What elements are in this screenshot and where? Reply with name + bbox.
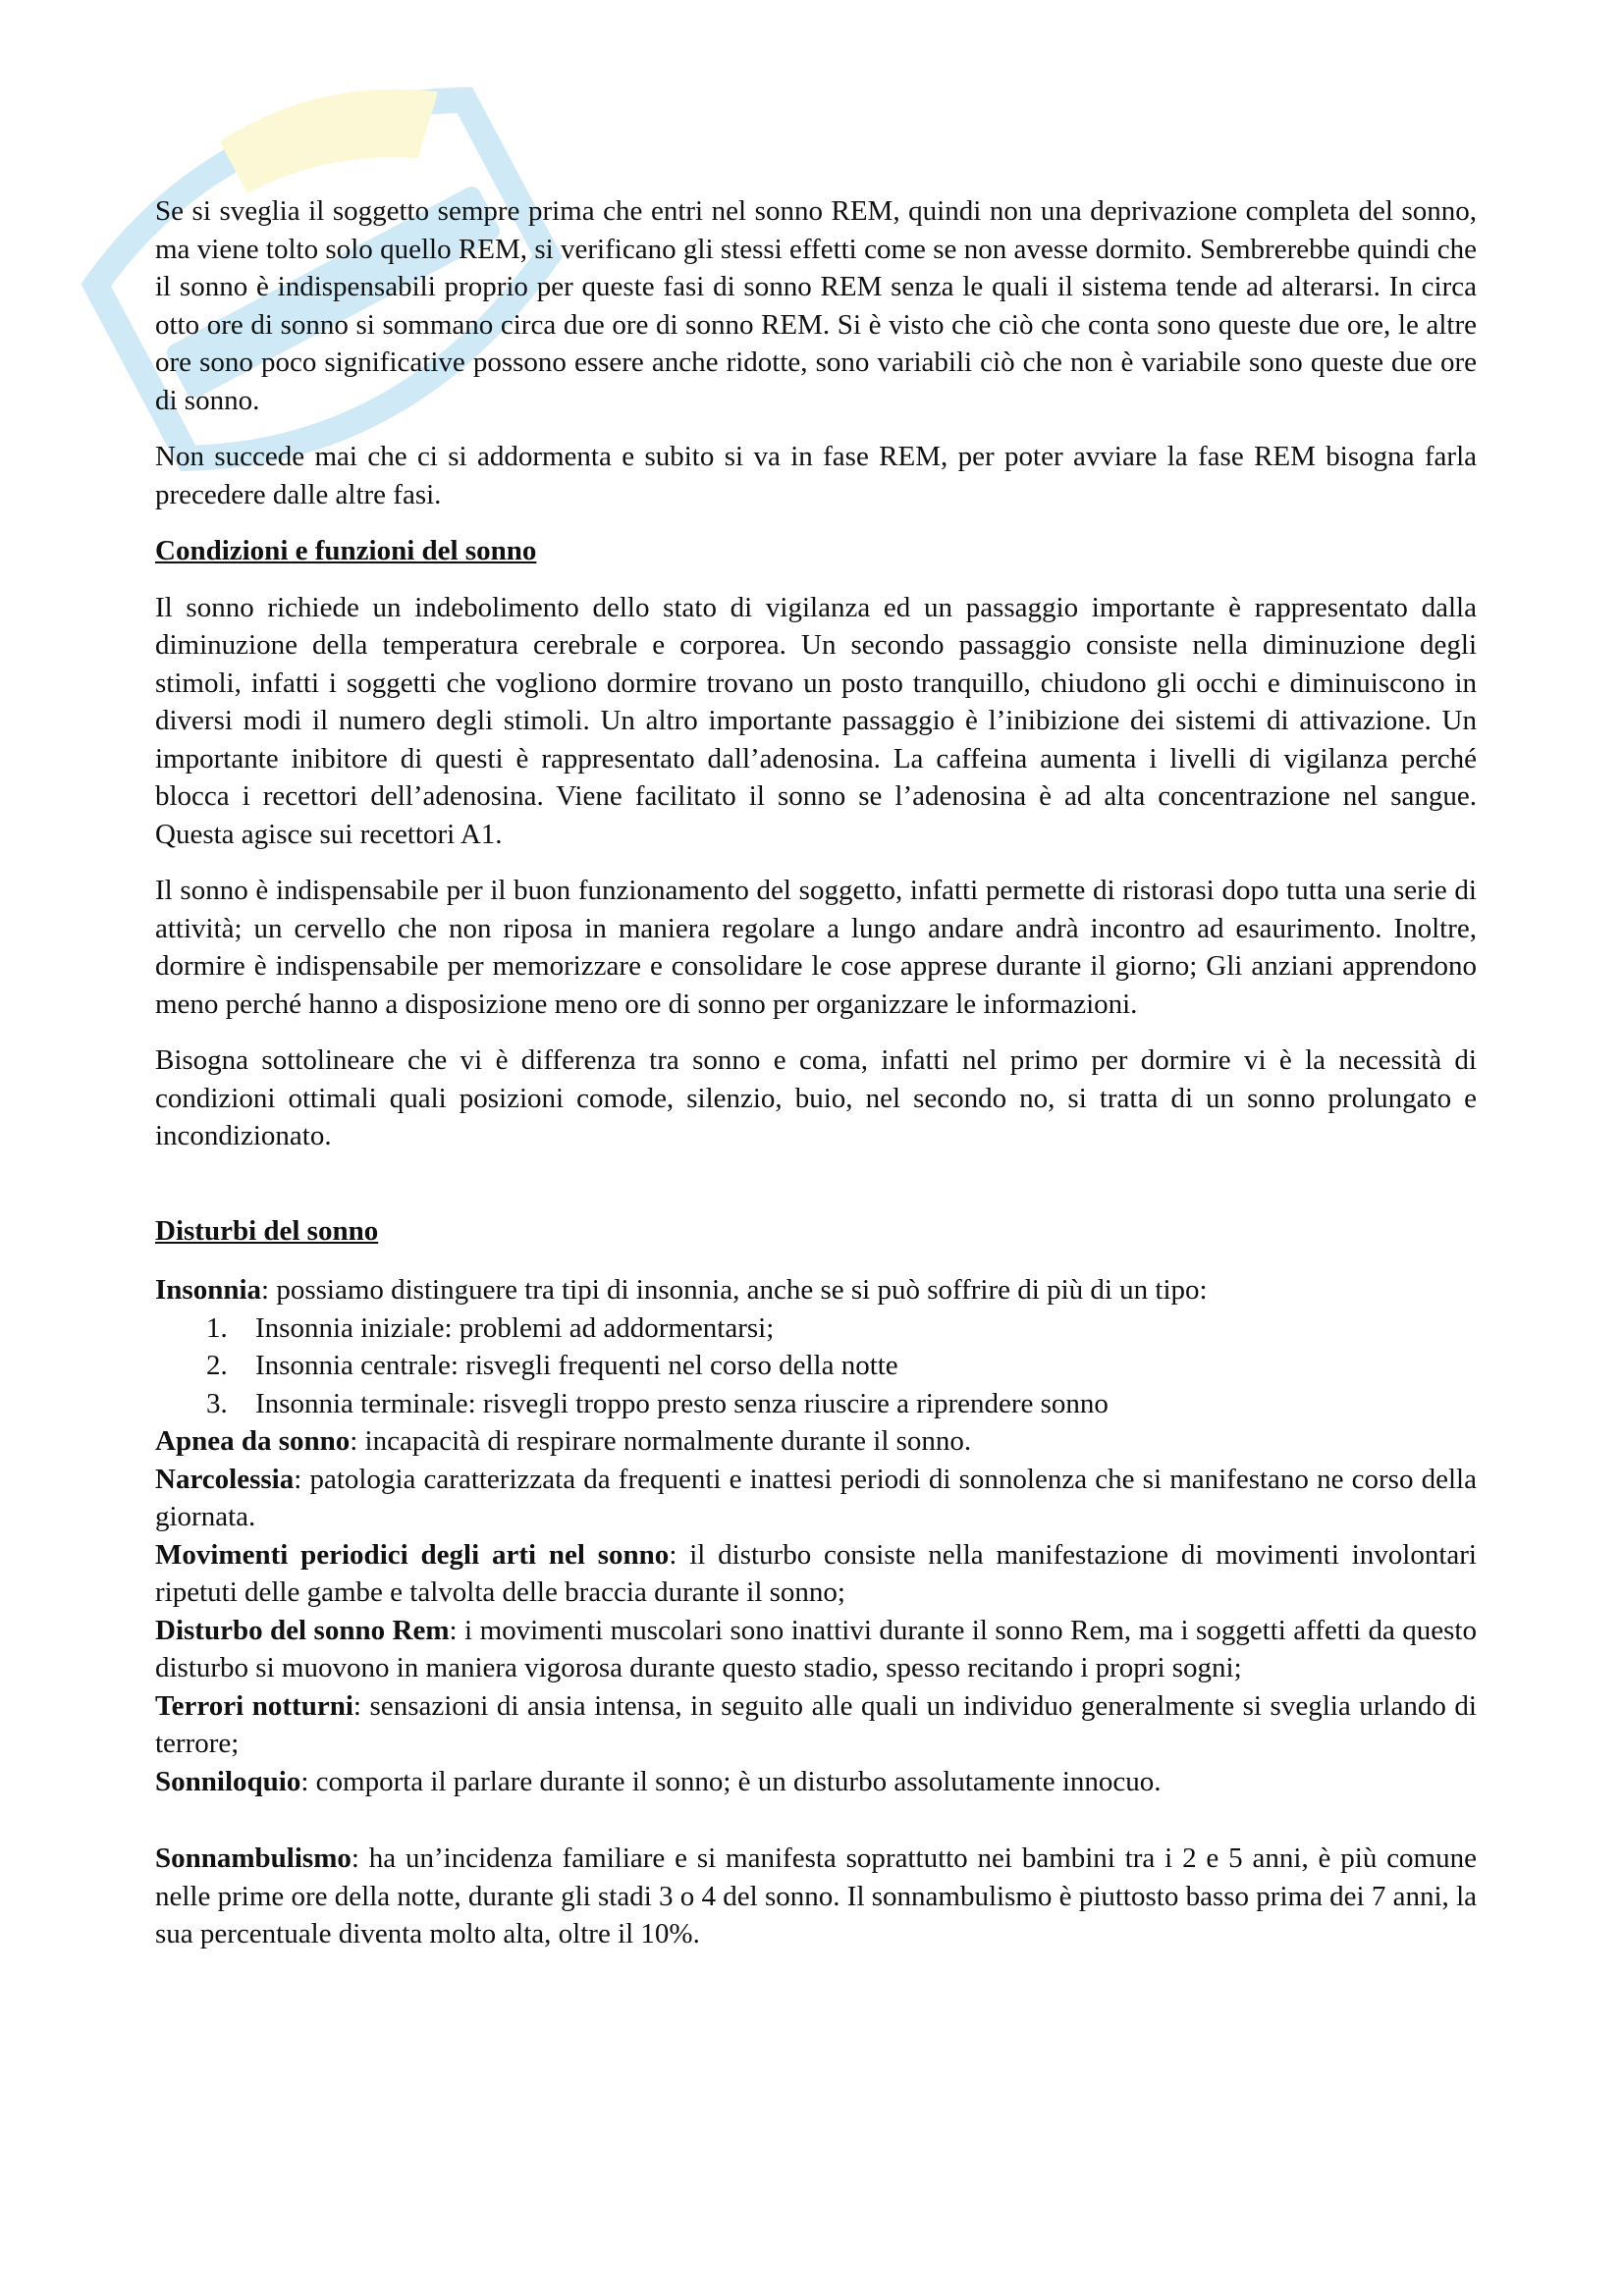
- definition-rem: [155, 1612, 1477, 1687]
- insonnia-list: [155, 1309, 1477, 1423]
- insonnia-intro: [155, 1271, 1477, 1309]
- term: Narcolessia: [155, 1463, 295, 1495]
- definition-text: : sensazioni di ansia intensa, in seguito alle quali un individuo generalmente si sveglia urlando di terrore;: [155, 1689, 1477, 1759]
- definition-narcolessia: [155, 1461, 1477, 1536]
- term: Sonnambulismo: [155, 1842, 352, 1874]
- paragraph-conditions-1: Il sonno richiede un indebolimento dello stato di vigilanza ed un passaggio importante è rappresentato dalla diminuzione della temperatura cerebrale e corporea. Un secondo passaggio consiste nella diminuzione degli stimoli, infatti i soggetti che vogliono dormire trovano un posto tranquillo, chiudono gli occhi e diminuiscono in diversi modi il numero degli stimoli. Un altro importante passaggio è l’inibizione dei sistemi di attivazione. Un importante inibitore di questi è rappresentato dall’adenosina. La caffeina aumenta i livelli di vigilanza perché blocca i recettori dell’adenosina. Viene facilitato il sonno se l’adenosina è ad alta concentrazione nel sangue. Questa agisce sui recettori A1.: [155, 591, 1477, 850]
- section-heading-conditions: Condizioni e funzioni del sonno: [155, 535, 537, 566]
- paragraph-conditions-2: Il sonno è indispensabile per il buon funzionamento del soggetto, infatti permette di ristorasi dopo tutta una serie di attività; un cervello che non riposa in maniera regolare a lungo andare andrà incontro ad esaurimento. Inoltre, dormire è indispensabile per memorizzare e consolidare le cose apprese durante il giorno; Gli anziani apprendono meno perché hanno a disposizione meno ore di sonno per organizzare le informazioni.: [155, 875, 1477, 1020]
- definition-apnea: [155, 1422, 1477, 1461]
- term: Disturbo del sonno Rem: [155, 1614, 450, 1646]
- list-item: [155, 1385, 1477, 1423]
- term: Apnea da sonno: [155, 1425, 351, 1457]
- term: Sonniloquio: [155, 1765, 301, 1797]
- list-number: 3.: [206, 1387, 228, 1419]
- definition-sonniloquio: [155, 1763, 1477, 1801]
- term: Terrori notturni: [155, 1689, 353, 1722]
- definition-text: : patologia caratterizzata da frequenti e inattesi periodi di sonnolenza che si manifestano ne corso della giornata.: [155, 1463, 1477, 1532]
- paragraph-conditions-3: Bisogna sottolineare che vi è differenza tra sonno e coma, infatti nel primo per dormire vi è la necessità di condizioni ottimali quali posizioni comode, silenzio, buio, nel secondo no, si tratta di un sonno prolungato e incondizionato.: [155, 1044, 1477, 1151]
- definition-terrori: [155, 1687, 1477, 1763]
- list-text: Insonnia iniziale: problemi ad addormentarsi;: [255, 1311, 775, 1344]
- list-number: 2.: [206, 1350, 228, 1381]
- list-item: [155, 1309, 1477, 1348]
- paragraph-intro-1: Se si sveglia il soggetto sempre prima che entri nel sonno REM, quindi non una deprivazione completa del sonno, ma viene tolto solo quello REM, si verificano gli stessi effetti come se non avesse dormito. Sembrerebbe quindi che il sonno è indispensabili proprio per queste fasi di sonno REM senza le quali il sistema tende ad alterarsi. In circa otto ore di sonno si sommano circa due ore di sonno REM. Si è visto che ciò che conta sono queste due ore, le altre ore sono poco significative possono essere anche ridotte, sono variabili ciò che non è variabile sono queste due ore di sonno.: [155, 195, 1477, 416]
- list-text: Insonnia terminale: risvegli troppo presto senza riuscire a riprendere sonno: [255, 1387, 1109, 1419]
- list-number: 1.: [206, 1311, 228, 1344]
- definition-text: : ha un’incidenza familiare e si manifesta soprattutto nei bambini tra i 2 e 5 anni, è più comune nelle prime ore della notte, durante gli stadi 3 o 4 del sonno. Il sonnambulismo è piuttosto basso prima dei 7 anni, la sua percentuale diventa molto alta, oltre il 10%.: [155, 1842, 1477, 1949]
- definition-text: : incapacità di respirare normalmente durante il sonno.: [350, 1425, 972, 1457]
- definition-sonnambulismo: [155, 1840, 1477, 1953]
- definition-text: : il disturbo consiste nella manifestazione di movimenti involontari ripetuti delle gambe e talvolta delle braccia durante il sonno;: [155, 1538, 1477, 1608]
- term-insonnia: Insonnia: [155, 1274, 262, 1306]
- definition-text: : i movimenti muscolari sono inattivi durante il sonno Rem, ma i soggetti affetti da questo disturbo si muovono in maniera vigorosa durante questo stadio, spesso recitando i propri sogni;: [155, 1614, 1477, 1683]
- document-page: [155, 192, 1477, 1953]
- definition-movimenti: [155, 1536, 1477, 1612]
- paragraph-intro-2: Non succede mai che ci si addormenta e subito si va in fase REM, per poter avviare la fase REM bisogna farla precedere dalle altre fasi.: [155, 441, 1477, 510]
- list-item: [155, 1347, 1477, 1385]
- definition-text: : comporta il parlare durante il sonno; è un disturbo assolutamente innocuo.: [300, 1765, 1162, 1797]
- term: Movimenti periodici degli arti nel sonno: [155, 1538, 670, 1571]
- list-text: Insonnia centrale: risvegli frequenti nel corso della notte: [255, 1350, 898, 1381]
- insonnia-text: : possiamo distinguere tra tipi di insonnia, anche se si può soffrire di più di un tipo:: [261, 1274, 1208, 1306]
- section-heading-disorders: Disturbi del sonno: [155, 1214, 379, 1247]
